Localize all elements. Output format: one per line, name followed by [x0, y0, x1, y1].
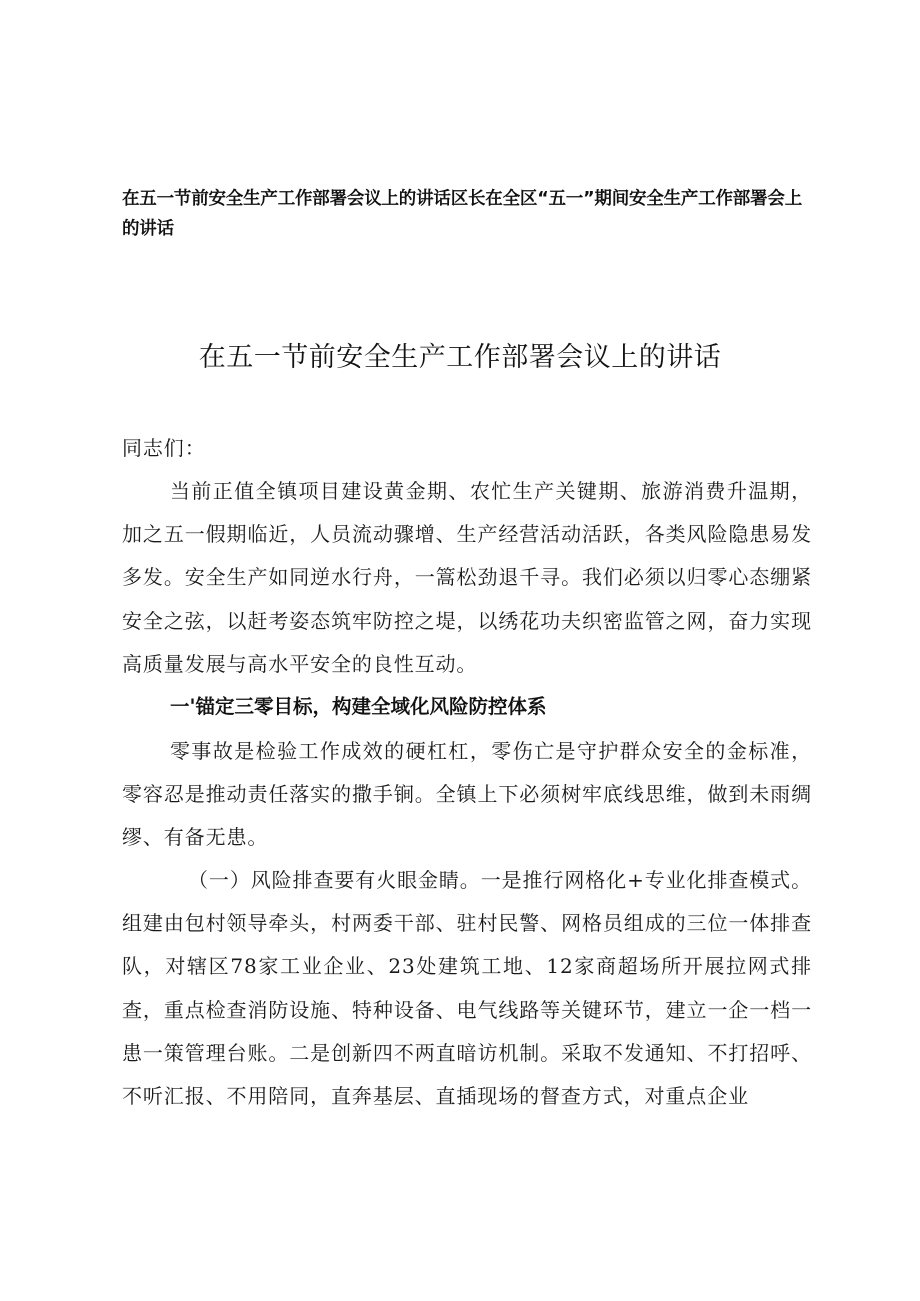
page-title: 在五一节前安全生产工作部署会议上的讲话 — [198, 342, 722, 373]
paragraph-intro: 当前正值全镇项目建设黄金期、农忙生产关键期、旅游消费升温期，加之五一假期临近，人员流动骤增、生产经营活动活跃，各类风险隐患易发多发。安全生产如同逆水行舟，一篙松劲退千寻。我们必须以归零心态绷紧安全之弦，以赶考姿态筑牢防控之堤，以绣花功夫织密监管之网，奋力实现高质量发展与高水平安全的良性互动。 — [122, 479, 812, 676]
section-heading: 一'锚定三零目标，构建全域化风险防控体系 — [170, 695, 547, 718]
salutation: 同志们： — [122, 436, 206, 460]
paragraph-risk-inspection: （一）风险排查要有火眼金睛。一是推行网格化+专业化排查模式。组建由包村领导牵头，村两委干部、驻村民警、网格员组成的三位一体排查队，对辖区78家工业企业、23处建筑工地、12家商超场所开展拉网式排查，重点检查消防设施、特种设备、电气线路等关键环节，建立一企一档一患一策管理台账。二是创新四不两直暗访机制。采取不发通知、不打招呼、不听汇报、不用陪同，直奔基层、直插现场的督查方式，对重点企业 — [122, 868, 812, 1109]
paragraph-section-intro: 零事故是检验工作成效的硬杠杠，零伤亡是守护群众安全的金标准，零容忍是推动责任落实的撒手锏。全镇上下必须树牢底线思维，做到未雨绸缪、有备无患。 — [122, 739, 812, 850]
document-header: 在五一节前安全生产工作部署会议上的讲话区长在全区“五一”期间安全生产工作部署会上的讲话 — [122, 189, 803, 239]
